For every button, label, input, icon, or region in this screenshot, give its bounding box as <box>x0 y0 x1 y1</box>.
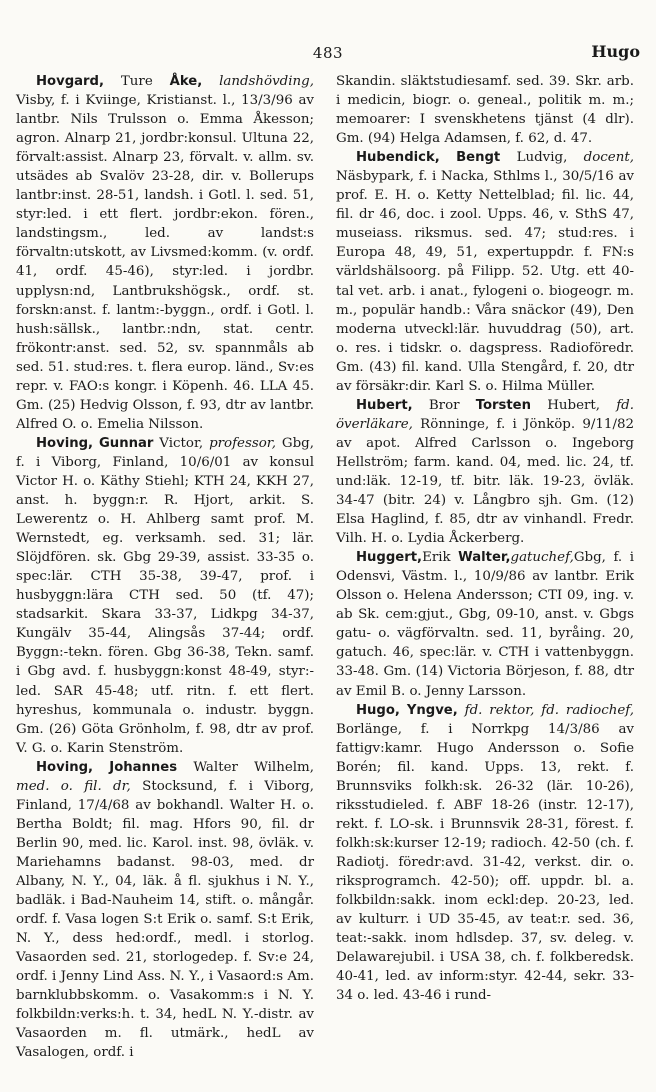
left-column <box>16 72 314 1062</box>
entry-hubendick: Hubendick, Bengt Ludvig, docent, Näsbypark, f. i Nacka, Sthlms l., 30/5/16 av prof. E. H. o. Ketty Nettelblad; fil. lic. 44, fil. dr 46, doc. i zool. Upps. 46, v. SthS 47, museiass. riksmus. sed. 47; stud:res. i Europa 48, 49, 51, expertuppdr. f. FN:s världshälsoorg. på Filipp. 52. Utg. ett 40-tal vet. arb. i anat., fylogeni o. biogeogr. m. m., populär handb.: Våra snäckor (49), Den moderna utveckl:lär. huvuddrag (50), art. o. res. i tidskr. o. dagspress. Radioföredr. Gm. (43) fil. kand. Ulla Stengård, f. 20, dtr av försäkr:dir. Karl S. o. Hilma Müller. <box>336 150 634 394</box>
entry-huggert: Huggert,Erik Walter,gatuchef,Gbg, f. i Odensvi, Västm. l., 10/9/86 av lantbr. Erik Olsson o. Helena Andersson; CTI 09, ing. v. ab Sk. cem:gjut., Gbg, 09-10, anst. v. Gbgs gatu- o. vägförvaltn. sed. 11, byråing. 20, gatuch. 46, spec:lär. v. CTH i vattenbyggn. 33-48. Gm. (14) Victoria Börjeson, f. 88, dtr av Emil B. o. Jenny Larsson. <box>336 550 634 699</box>
entry-hoving-johannes: Hoving, Johannes Walter Wilhelm, med. o. fil. dr, Stocksund, f. i Viborg, Finland, 17/4/68 av bokhandl. Walter H. o. Bertha Boldt; fil. mag. Hfors 90, fil. dr Berlin 90, med. lic. Karol. inst. 98, övläk. v. Mariehamns badanst. 98-03, med. dr Albany, N. Y., 04, läk. å fl. sjukhus i N. Y., badläk. i Bad-Nauheim 14, stift. o. mångår. ordf. f. Vasa logen S:t Erik o. samf. S:t Erik, N. Y., dess hed:ordf., medl. i storlog. Vasaorden sed. 21, storlogedep. f. Sv:e 24, ordf. i Jenny Lind Ass. N. Y., i Vasaord:s Am. barnklubbskomm. o. Vasakomm:s i N. Y. folkbildn:verks:h. t. 34, hedL N. Y.-distr. av Vasaorden m. fl. utmärk., hedL av Vasalogen, ordf. i <box>16 759 314 1061</box>
entry-hugo: Hugo, Yngve, fd. rektor, fd. radiochef, Borlänge, f. i Norrkpg 14/3/86 av fattigv:kamr. Hugo Andersson o. Sofie Borén; fil. kand. Upps. 13, rekt. f. Brunnsviks folkh:sk. 26-32 (lär. 10-26), riksstudieled. f. ABF 18-26 (instr. 12-17), rekt. f. LO-sk. i Brunnsvik 28-31, förest. f. folkh:sk:kurser 12-19; radioch. 42-50 (ch. f. Radiotj. föredr:avd. 31-42, verkst. dir. o. riksprogramch. 42-50); off. uppdr. bl. a. folkbildn:sakk. inom eckl:dep. 20-23, led. av kulturr. i UD 35-45, av teat:r. sed. 36, teat:-sakk. inom hdlsdep. 37, sv. deleg. v. Delawarejubil. i USA 38, ch. f. folkberedsk. 40-41, led. av inform:styr. 42-44, sekr. 33-34 o. led. 43-46 i rund- <box>336 702 635 1004</box>
entry-hovgard: Hovgard, Ture Åke, landshövding, Visby, f. i Kviinge, Kristianst. l., 13/3/96 av lantbr. Nils Trulsson o. Emma Åkesson; agron. Alnarp 21, jordbr:konsul. Ultuna 22, förvalt:assist. Alnarp 23, förvalt. v. allm. sv. utsädes ab Svalöv 23-28, dir. v. Bollerups lantbr:inst. 28-51, landsh. i Gotl. l. sed. 51, styr:led. i ett flert. jordbr:ekon. fören., landstingsm., led. av landst:s förvaltn:utskott, av Livsmed:komm. (v. ordf. 41, ordf. 45-46), styr:led. i jordbr. upplysn:nd, Lantbrukshögsk., ordf. st. forskn:anst. f. lantm:-byggn., ordf. i Gotl. l. hush:sällsk., lantbr.:ndn, stat. centr. frökontr:anst. sed. 52, sv. spannmåls ab sed. 51. stud:res. t. flera europ. länd., Sv:es repr. v. FAO:s kongr. i Köpenh. 46. LLA 45. Gm. (25) Hedvig Olsson, f. 93, dtr av lantbr. Alfred O. o. Emelia Nilsson. <box>16 74 314 432</box>
right-column <box>336 72 634 1005</box>
entry-hubert: Hubert, Bror Torsten Hubert, fd. överläkare, Rönninge, f. i Jönköp. 9/11/82 av apot. Alfred Carlsson o. Ingeborg Hellström; farm. kand. 04, med. lic. 24, tf. und:läk. 12-19, tf. bitr. läk. 19-23, övläk. 34-47 (bitr. 24) v. Långbro sjh. Gm. (12) Elsa Haglind, f. 85, dtr av vinhandl. Fredr. Vilh. H. o. Lydia Åckerberg. <box>336 397 635 547</box>
running-head: Hugo <box>591 42 640 61</box>
entry-hoving-gunnar: Hoving, Gunnar Victor, professor, Gbg, f. i Viborg, Finland, 10/6/01 av konsul Victor H. o. Käthy Stiehl; KTH 24, KKH 27, anst. h. byggn:r. R. Hjort, arkit. S. Lewerentz o. H. Ahlberg samt prof. M. Wernstedt, eg. verksamh. sed. 31; lär. Slöjdfören. sk. Gbg 29-39, assist. 33-35 o. spec:lär. CTH 35-38, 39-47, prof. i husbyggn:lära CTH sed. 50 (tf. 47); stadsarkit. Skara 33-37, Lidkpg 34-37, Kungälv 35-44, Alingsås 37-44; ordf. Byggn:-tekn. fören. Gbg 36-38, Tekn. samf. i Gbg avd. f. husbyggn:konst 48-49, styr:-led. SAR 45-48; utf. ritn. f. ett flert. hyreshus, kommunala o. industr. byggn. Gm. (26) Göta Grönholm, f. 98, dtr av prof. V. G. o. Karin Stenström. <box>16 435 314 756</box>
page-number: 483 <box>312 44 344 62</box>
entry-hoving-johannes-continued: Skandin. släktstudiesamf. sed. 39. Skr. arb. i medicin, biogr. o. geneal., politik m. m.; memoarer: I svenskhetens tjänst (4 dlr). Gm. (94) Helga Adamsen, f. 62, d. 47. <box>336 74 634 147</box>
